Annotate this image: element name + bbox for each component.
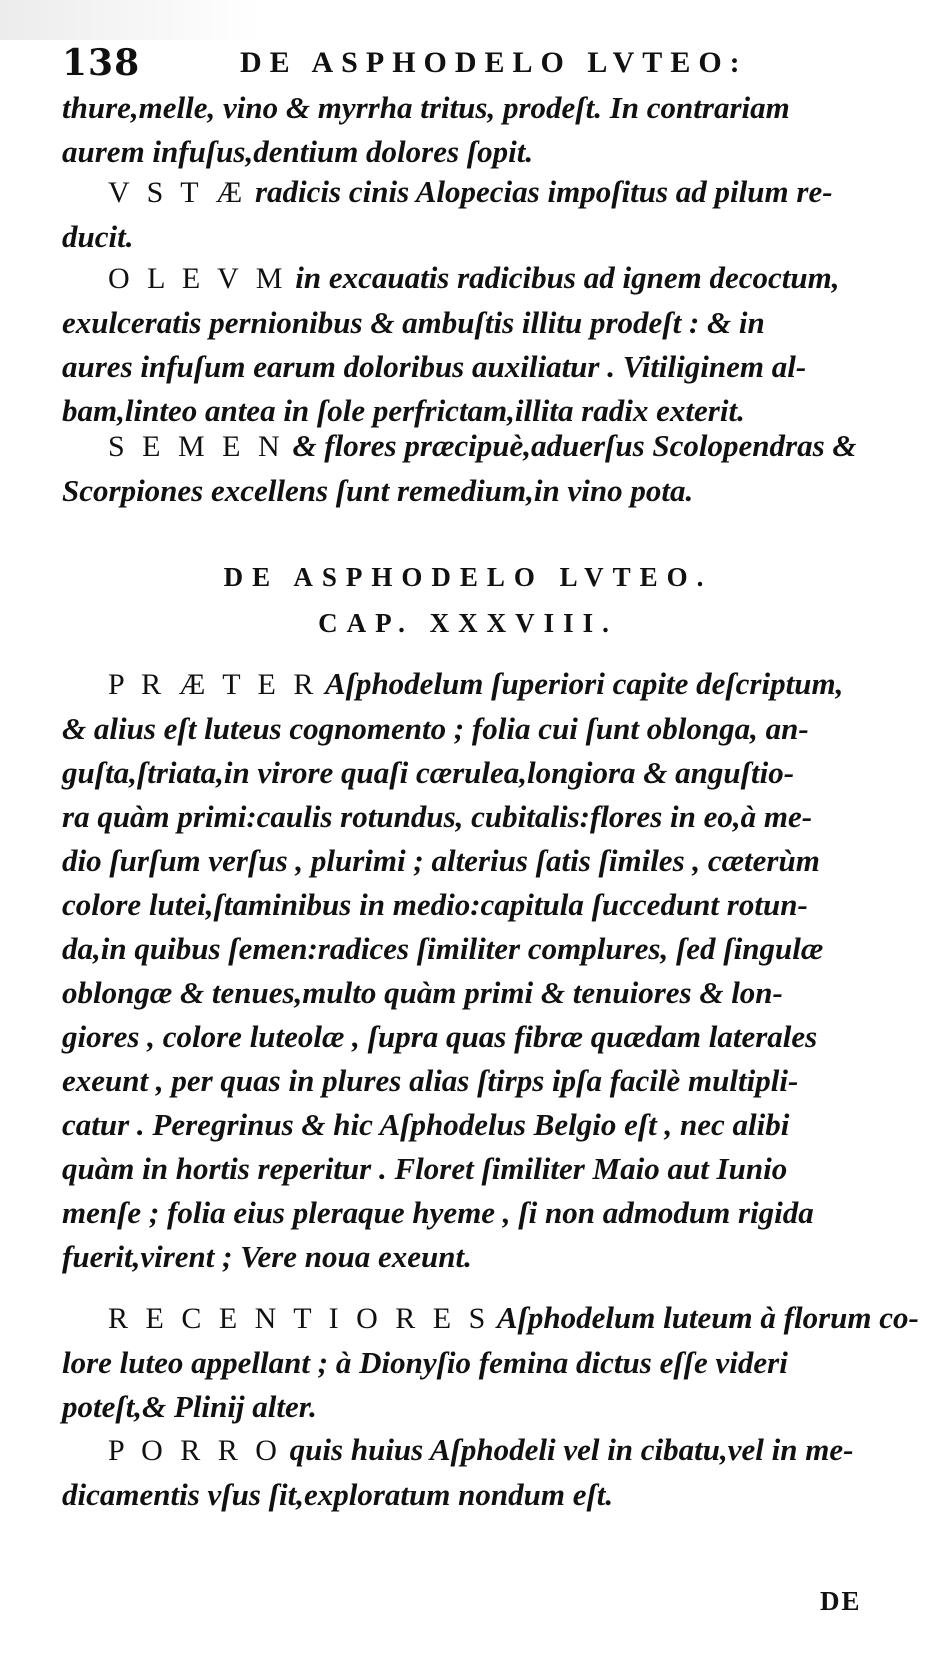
text-line: fuerit,virent ; Vere noua exeunt.	[62, 1239, 472, 1274]
paragraph-lead: V S T Æ	[108, 176, 248, 209]
text-line: ducit.	[62, 219, 134, 254]
text-line: Scorpiones excellens ſunt remedium,in vino pota.	[62, 473, 694, 508]
running-title: DE ASPHODELO LVTEO:	[240, 46, 748, 79]
chapter-title: DE ASPHODELO LVTEO.	[223, 562, 713, 592]
text-line: giores , colore luteolæ , ſupra quas fibræ quædam laterales	[62, 1019, 818, 1054]
paragraph-lead: P R Æ T E R	[108, 668, 319, 701]
paragraph-lead: R E C E N T I O R E S	[108, 1302, 491, 1335]
text-line	[62, 170, 874, 215]
text-fragment: in excauatis radicibus ad ignem decoctum,	[287, 260, 840, 295]
text-line: & alius eſt luteus cognomento ; folia cui ſunt oblonga, an-	[62, 711, 809, 746]
text-line: bam,linteo antea in ſole perfrictam,illita radix exterit.	[62, 393, 745, 428]
paragraph-oleum	[62, 256, 874, 433]
text-line: aures infuſum earum doloribus auxiliatur . Vitiliginem al-	[62, 349, 807, 384]
text-line	[62, 256, 874, 301]
text-line: exulceratis pernionibus & ambuſtis illitu prodeſt : & in	[62, 305, 765, 340]
text-line	[62, 662, 874, 707]
text-fragment: radicis cinis Alopecias impoſitus ad pilum re-	[247, 174, 833, 209]
text-line: dio ſurſum verſus , plurimi ; alterius ſatis ſimiles , cæterùm	[62, 843, 820, 878]
text-line: dicamentis vſus ſit,exploratum nondum eſt.	[62, 1477, 614, 1512]
text-line: colore lutei,ſtaminibus in medio:capitula ſuccedunt rotun-	[62, 887, 808, 922]
page-number: 138	[62, 42, 141, 84]
text-line	[62, 1296, 919, 1341]
text-fragment: Aſphodelum ſuperiori capite deſcriptum,	[318, 666, 844, 701]
text-fragment: & flores præcipuè,aduerſus Scolopendras &	[284, 428, 857, 463]
text-line	[62, 1428, 874, 1473]
chapter-number: CAP. XXXVIII.	[318, 608, 618, 638]
text-line: aurem infuſus,dentium dolores ſopit.	[62, 134, 534, 169]
paragraph-semen	[62, 424, 874, 513]
text-line: ra quàm primi:caulis rotundus, cubitalis:flores in eo,à me-	[62, 799, 813, 834]
paragraph-porro	[62, 1428, 874, 1517]
text-line: poteſt,& Plinij alter.	[62, 1389, 317, 1424]
paragraph-praeter	[62, 662, 874, 1279]
text-line: exeunt , per quas in plures alias ſtirps ipſa facilè multipli-	[62, 1063, 799, 1098]
text-line	[62, 424, 874, 469]
text-line: da,in quibus ſemen:radices ſimiliter complures, ſed ſingulæ	[62, 931, 824, 966]
text-line: thure,melle, vino & myrrha tritus, prodeſt. In contrariam	[62, 90, 790, 125]
text-line: quàm in hortis reperitur . Floret ſimiliter Maio aut Iunio	[62, 1151, 788, 1186]
text-line: oblongæ & tenues,multo quàm primi & tenuiores & lon-	[62, 975, 783, 1010]
text-line: guſta,ſtriata,in virore quaſi cærulea,longiora & anguſtio-	[62, 755, 795, 790]
page-stain	[0, 0, 260, 40]
text-line: catur . Peregrinus & hic Aſphodelus Belgio eſt , nec alibi	[62, 1107, 790, 1142]
paragraph-lead: O L E V M	[108, 262, 288, 295]
paragraph-recentiores	[62, 1296, 919, 1429]
text-line: lore luteo appellant ; à Dionyſio femina dictus eſſe videri	[62, 1345, 788, 1380]
text-fragment: Aſphodelum luteum à florum co-	[490, 1300, 919, 1335]
paragraph-continuation	[62, 86, 874, 174]
text-line: menſe ; folia eius pleraque hyeme , ſi non admodum rigida	[62, 1195, 814, 1230]
text-fragment: quis huius Aſphodeli vel in cibatu,vel in me-	[281, 1432, 854, 1467]
catchword: DE	[820, 1586, 862, 1616]
paragraph-lead: P O R R O	[108, 1434, 282, 1467]
paragraph-vstae	[62, 170, 874, 259]
paragraph-lead: S E M E N	[108, 430, 285, 463]
